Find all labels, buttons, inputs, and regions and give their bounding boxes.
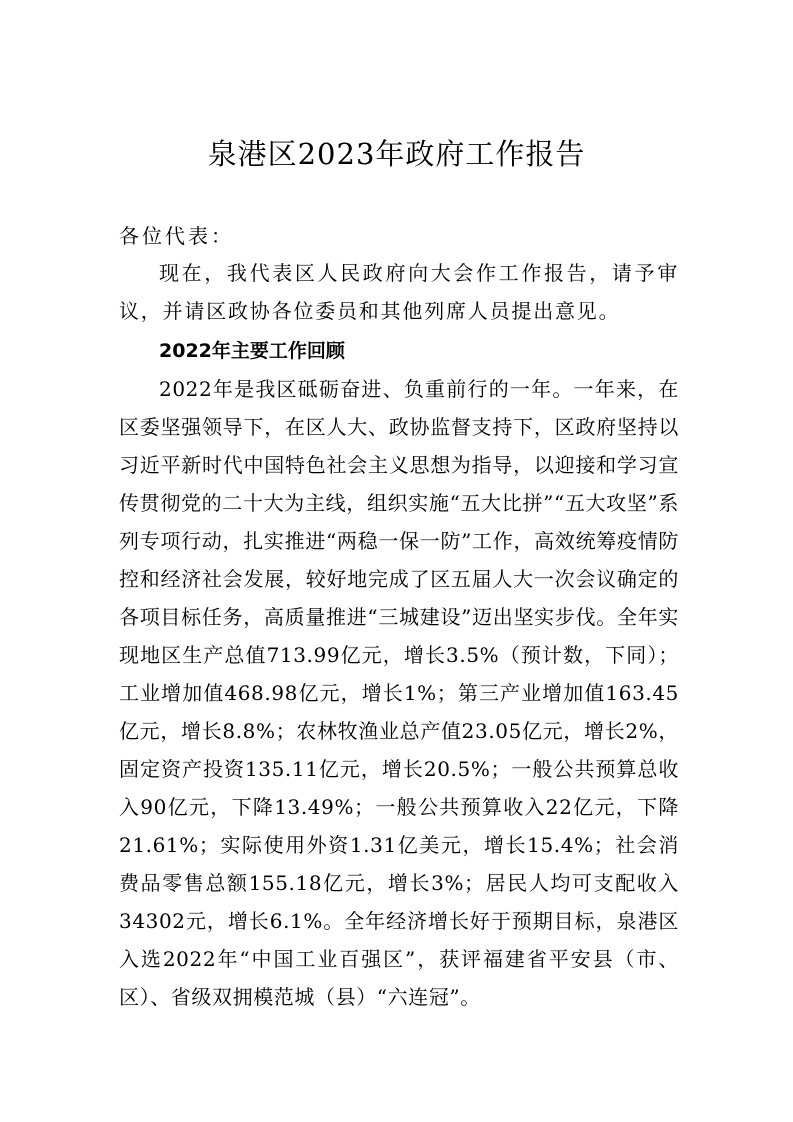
body-paragraph: 2022年是我区砥砺奋进、负重前行的一年。一年来，在区委坚强领导下，在区人大、政协监督支持下，区政府坚持以习近平新时代中国特色社会主义思想为指导，以迎接和学习宣传贯彻党的二十大为主线，组织实施“五大比拼”“五大攻坚”系列专项行动，扎实推进“两稳一保一防”工作，高效统筹疫情防控和经济社会发展，较好地完成了区五届人大一次会议确定的各项目标任务，高质量推进“三城建设”迈出坚实步伐。全年实现地区生产总值713.99亿元，增长3.5%（预计数，下同）；工业增加值468.98亿元，增长1%；第三产业增加值163.45亿元，增长8.8%；农林牧渔业总产值23.05亿元，增长2%，固定资产投资135.11亿元，增长20.5%；一般公共预算总收入90亿元，下降13.49%；一般公共预算收入22亿元，下降21.61%；实际使用外资1.31亿美元，增长15.4%；社会消费品零售总额155.18亿元，增长3%；居民人均可支配收入34302元，增长6.1%。全年经济增长好于预期目标，泉港区入选2022年“中国工业百强区”，获评福建省平安县（市、区）、省级双拥模范城（县）“六连冠”。 [119,377,679,1009]
section-heading: 2022年主要工作回顾 [159,340,345,362]
salutation: 各位代表： [119,224,234,248]
document-title: 泉港区2023年政府工作报告 [207,137,586,171]
intro-paragraph: 现在，我代表区人民政府向大会作工作报告，请予审议，并请区政协各位委员和其他列席人员提出意见。 [119,261,679,323]
